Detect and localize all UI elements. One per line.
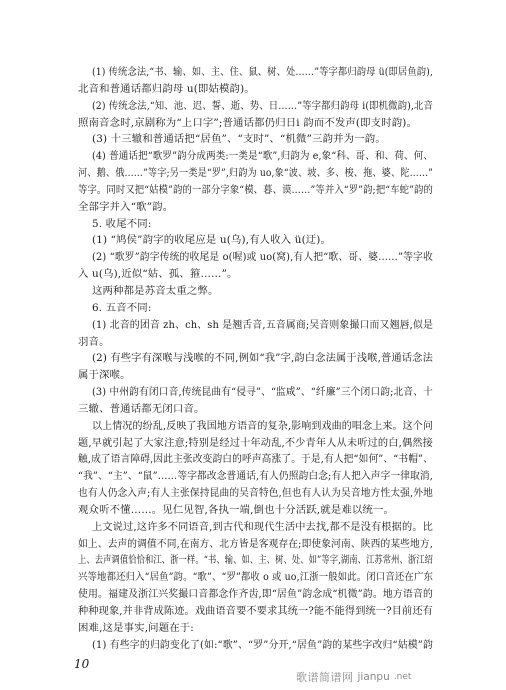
text-line: (1) 传统念法,“书、输、如、主、住、鼠、树、处……”等字都归韵母 ü(即居鱼韵), xyxy=(92,66,433,78)
text-line: 5. 收尾不同: xyxy=(92,217,152,230)
text-line: 等字。同时又把“姑模”韵的一部分字象“模、暮、谟……”等并入“罗”韵;把“车蛇”韵的 xyxy=(78,183,433,196)
text-line: 河、鹅、俄……”等字;另一类是“罗”,归韵为 uo,象“波、坡、多、梭、拖、婆、陀……” xyxy=(78,167,433,180)
text-line: 也有人仍念入声;有人主张保持昆曲的吴音特色,但也有人认为吴音地方性太强,外地 xyxy=(78,487,433,500)
text-line: (1) “鸠侯”韵字的收尾应是 u(乌),有人收入 ü(迂)。 xyxy=(92,234,332,247)
text-line: 触,成了语言障碍,因此主张改变韵白的呼声高涨了。于是,有人把“如何”、“书帽”、 xyxy=(78,453,433,466)
text-line: 题,早就引起了大家注意;特别是经过十年动乱,不少青年人从未听过的白,偶然接 xyxy=(78,436,433,449)
body-text xyxy=(78,64,433,654)
watermark-suffix: .net xyxy=(393,672,412,682)
site-watermark xyxy=(296,668,502,686)
text-line: (1) 有些字的归韵变化了(如:“歌”、“罗”分开,“居鱼”韵的某些字改归“姑模”韵 xyxy=(92,638,433,651)
text-line: (1) 北音的团音 zh、ch、sh 是翘舌音,五音属商;吴音则象撮口而又翘唇,似是 xyxy=(92,318,433,331)
text-line: 种种现象,并非背成陈迹。戏曲语音要不要求其统一?能不能得到统一?目前还有 xyxy=(78,605,433,617)
text-line: 北音和普通话都归韵母 u(即姑模韵)。 xyxy=(78,82,255,95)
text-line: 羽音。 xyxy=(78,335,110,348)
text-line: (2) “歌罗”韵字传统的收尾是 o(喔)或 uo(窝),有人把“歌、哥、婆……”等字收 xyxy=(92,251,433,264)
watermark-url: jianpu xyxy=(357,671,390,683)
text-line: (3) 中州韵有闭口音,传统昆曲有“侵寻”、“监咸”、“纤廉”三个闭口韵;北音、十 xyxy=(92,386,433,399)
text-line: 上文说过,这许多不同语音,到古代和现代生活中去找,都不是没有根据的。比 xyxy=(92,520,433,533)
text-line: 使用。福建及浙江兴奖撮口音都念作齐齿,即“居鱼”韵念成“机微”韵。地方语音的 xyxy=(78,588,433,601)
text-line: 6. 五音不同: xyxy=(92,301,152,314)
text-line: 这两种都是苏音太重之弊。 xyxy=(92,284,219,297)
text-line: 观众听不懂……。见仁见智,各执一端,倒也十分活跃,就是难以统一。 xyxy=(78,503,395,516)
text-line: 照南音念时,京剧称为“上口字”;普通话都仍归日i 韵而不发声(即支时韵)。 xyxy=(78,116,418,129)
text-line: 兴等地都还归入“居鱼”韵。“歌”、“罗”都收 o 或 uo,江浙一般如此。闭口音还在广东 xyxy=(78,571,433,584)
watermark-text: 歌谱简谱网 xyxy=(296,671,354,684)
text-line: 以上情况的纷乱,反映了我国地方语音的复杂,影响到戏曲的唱念上来。这个问 xyxy=(92,419,433,432)
text-line: 入 u(乌),近似“姑、孤、箍……”。 xyxy=(78,268,238,281)
text-line: “我”、“主”、“鼠”……等字都改念普通话,有人仍照韵白念;有人把入声字一律取消, xyxy=(78,470,433,483)
text-line: 全部字并入“歌”韵。 xyxy=(78,200,174,213)
text-line: 属于深喉。 xyxy=(78,369,131,382)
text-line: (4) 普通话把“歌罗”韵分成两类:一类是“歌”,归韵为 e,象“科、哥、和、荷、何、 xyxy=(92,150,433,163)
page-number: 10 xyxy=(74,657,90,671)
text-line: 上、去声调值恰恰和江、浙一样。“书、输、如、主、树、处、如”等字,湖南、江苏常州、浙江绍 xyxy=(78,554,433,567)
text-line: 三辙、普通话都无闭口音。 xyxy=(78,402,205,415)
text-line: (2) 传统念法,“知、池、迟、誓、逝、势、日……”等字都归韵母 i(即机微韵),北音 xyxy=(92,99,433,112)
text-line: (3) 十三辙和普通话把“居鱼”、“支时”、“机微”三韵并为一韵。 xyxy=(92,133,386,146)
text-line: 如上、去声的调值不同,在南方、北方皆是客观存在;即使象河南、陕西的某些地方, xyxy=(78,537,433,550)
text-line: (2) 有些字有深喉与浅喉的不同,例如“我”字,韵白念法属于浅喉,普通话念法 xyxy=(92,352,433,365)
text-line: 困难,这是事实,问题在于: xyxy=(78,621,194,634)
